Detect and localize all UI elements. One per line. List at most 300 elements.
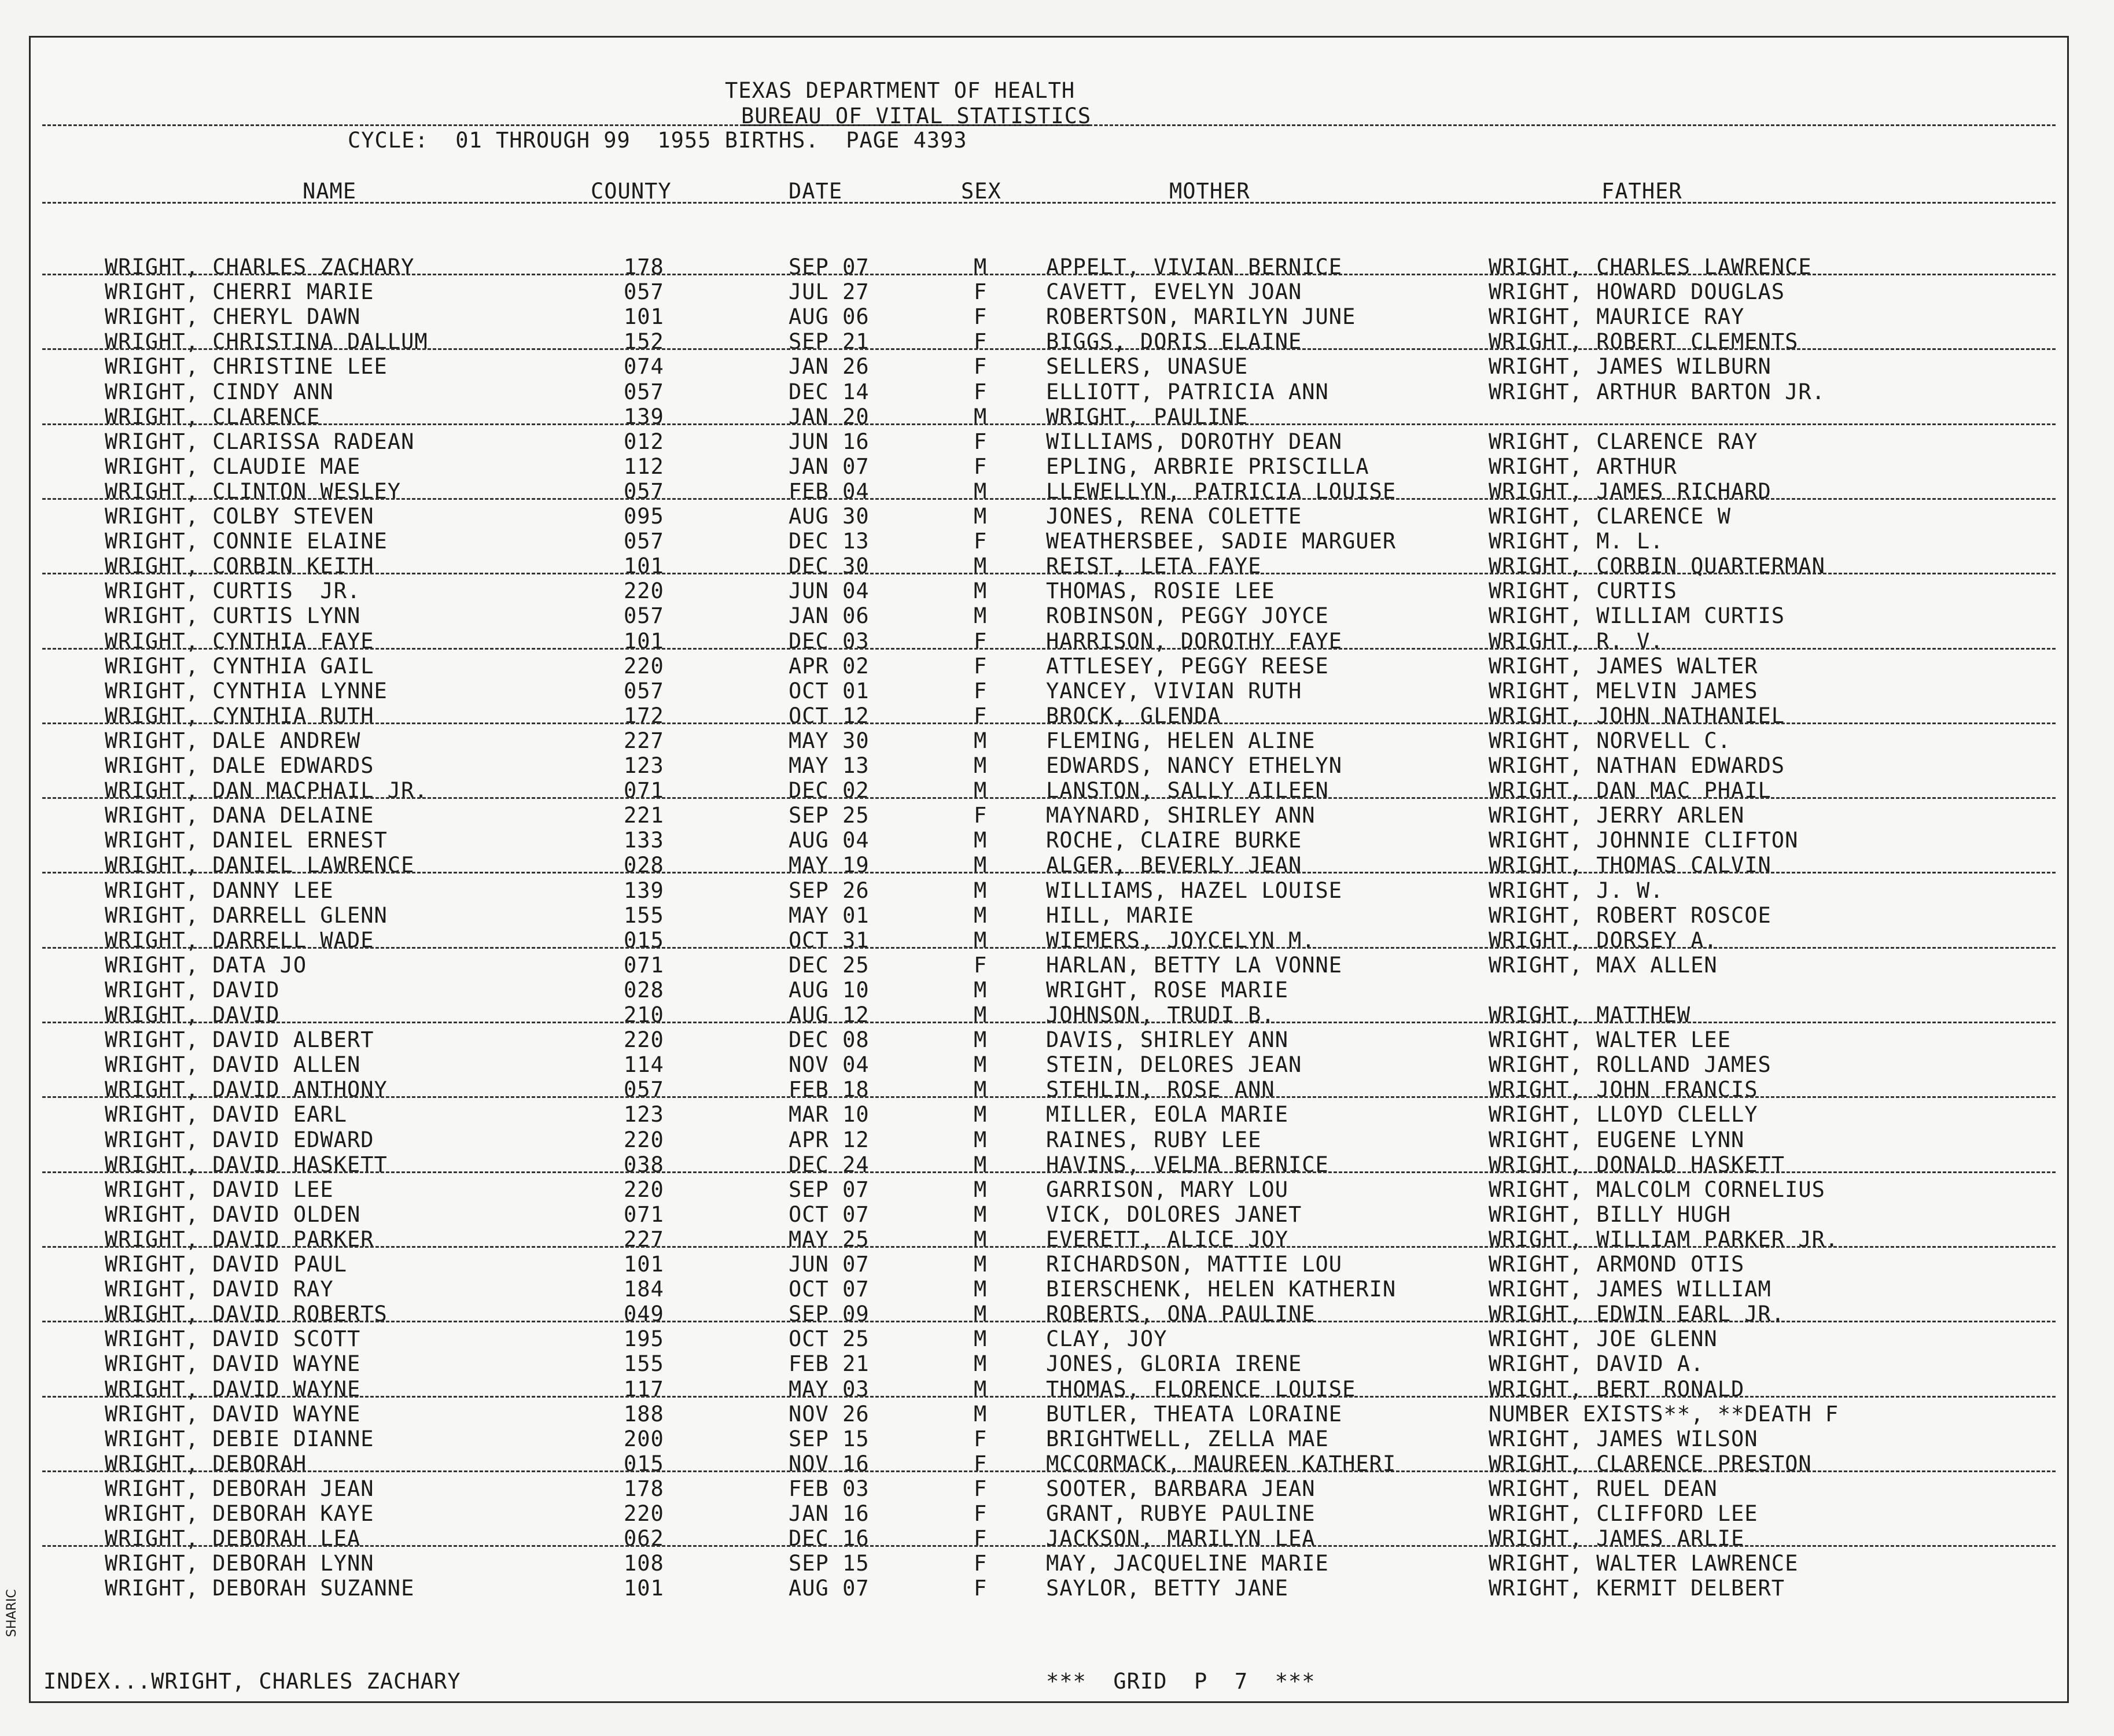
cell-sex: M bbox=[974, 1052, 988, 1078]
cell-date: JUN 16 bbox=[789, 429, 870, 454]
row-divider bbox=[42, 423, 2056, 425]
cell-sex: M bbox=[974, 1376, 988, 1402]
column-header-name: NAME bbox=[303, 179, 357, 204]
cell-name: WRIGHT, DAVID ALLEN bbox=[105, 1052, 361, 1078]
cell-county: 015 bbox=[624, 1451, 664, 1476]
cell-name: WRIGHT, DEBORAH LEA bbox=[105, 1526, 361, 1551]
cell-name: WRIGHT, CURTIS JR. bbox=[105, 578, 361, 604]
cell-father: NUMBER EXISTS**, **DEATH F bbox=[1489, 1401, 1839, 1427]
cell-mother: JACKSON, MARILYN LEA bbox=[1046, 1526, 1316, 1551]
cell-county: 057 bbox=[624, 379, 664, 404]
cell-county: 220 bbox=[624, 1177, 664, 1202]
cell-mother: BIGGS, DORIS ELAINE bbox=[1046, 329, 1302, 355]
cell-name: WRIGHT, CHERRI MARIE bbox=[105, 279, 374, 305]
cell-sex: M bbox=[974, 1102, 988, 1127]
cell-sex: M bbox=[974, 1226, 988, 1252]
cell-county: 188 bbox=[624, 1401, 664, 1427]
cell-date: DEC 08 bbox=[789, 1027, 870, 1053]
cell-county: 220 bbox=[624, 1501, 664, 1526]
cell-sex: M bbox=[974, 753, 988, 778]
cell-county: 038 bbox=[624, 1152, 664, 1177]
cell-date: SEP 07 bbox=[789, 255, 870, 279]
cell-father: WRIGHT, LLOYD CLELLY bbox=[1489, 1102, 1758, 1127]
cell-father: WRIGHT, BERT RONALD bbox=[1489, 1376, 1745, 1402]
row-divider bbox=[42, 274, 2056, 275]
cell-date: FEB 21 bbox=[789, 1351, 870, 1377]
cell-name: WRIGHT, DAVID ANTHONY bbox=[105, 1077, 388, 1103]
cell-name: WRIGHT, CYNTHIA LYNNE bbox=[105, 678, 388, 703]
cell-date: SEP 07 bbox=[789, 1177, 870, 1202]
cell-date: SEP 21 bbox=[789, 329, 870, 355]
cell-sex: M bbox=[974, 554, 988, 579]
cell-father: WRIGHT, CORBIN QUARTERMAN bbox=[1489, 554, 1825, 579]
cell-date: DEC 03 bbox=[789, 628, 870, 654]
cell-name: WRIGHT, DAVID EDWARD bbox=[105, 1127, 374, 1152]
cell-mother: SOOTER, BARBARA JEAN bbox=[1046, 1476, 1316, 1501]
cell-father: WRIGHT, ROLLAND JAMES bbox=[1489, 1052, 1772, 1078]
cell-sex: F bbox=[974, 653, 988, 679]
cell-county: 178 bbox=[624, 1476, 664, 1501]
cell-mother: STEIN, DELORES JEAN bbox=[1046, 1052, 1302, 1078]
cell-mother: DAVIS, SHIRLEY ANN bbox=[1046, 1027, 1288, 1053]
cell-sex: M bbox=[974, 1401, 988, 1427]
cell-date: SEP 26 bbox=[789, 878, 870, 903]
row-divider bbox=[42, 1096, 2056, 1098]
cell-name: WRIGHT, CLARISSA RADEAN bbox=[105, 429, 415, 454]
cell-county: 139 bbox=[624, 878, 664, 903]
cell-date: DEC 02 bbox=[789, 778, 870, 804]
cell-mother: YANCEY, VIVIAN RUTH bbox=[1046, 678, 1302, 703]
row-divider bbox=[42, 723, 2056, 724]
cell-sex: M bbox=[974, 1351, 988, 1377]
cell-name: WRIGHT, DANNY LEE bbox=[105, 878, 334, 903]
cell-county: 152 bbox=[624, 329, 664, 355]
cell-mother: CLAY, JOY bbox=[1046, 1326, 1168, 1352]
cell-date: NOV 16 bbox=[789, 1451, 870, 1476]
cell-county: 095 bbox=[624, 504, 664, 529]
cell-mother: VICK, DOLORES JANET bbox=[1046, 1201, 1302, 1227]
cell-date: MAY 30 bbox=[789, 728, 870, 753]
cell-county: 062 bbox=[624, 1526, 664, 1551]
cell-sex: M bbox=[974, 878, 988, 903]
cell-date: JUN 04 bbox=[789, 578, 870, 604]
cell-name: WRIGHT, DAVID LEE bbox=[105, 1177, 334, 1202]
header-subtitle: BUREAU OF VITAL STATISTICS bbox=[741, 104, 1092, 128]
cell-name: WRIGHT, DAVID bbox=[105, 1002, 280, 1027]
cell-date: JAN 20 bbox=[789, 404, 870, 429]
cell-father: WRIGHT, THOMAS CALVIN bbox=[1489, 853, 1772, 878]
cell-sex: M bbox=[974, 504, 988, 529]
cell-mother: BROCK, GLENDA bbox=[1046, 703, 1221, 728]
cell-sex: M bbox=[974, 1302, 988, 1327]
cell-mother: WRIGHT, PAULINE bbox=[1046, 404, 1248, 429]
cell-father: WRIGHT, JOHN NATHANIEL bbox=[1489, 703, 1785, 728]
row-divider bbox=[42, 1470, 2056, 1472]
cell-date: OCT 31 bbox=[789, 927, 870, 953]
cell-date: DEC 24 bbox=[789, 1152, 870, 1177]
cycle-line: CYCLE: 01 THROUGH 99 1955 BIRTHS. PAGE 4393 bbox=[348, 128, 967, 153]
cell-sex: F bbox=[974, 1451, 988, 1476]
cell-county: 057 bbox=[624, 1077, 664, 1103]
cell-mother: CAVETT, EVELYN JOAN bbox=[1046, 279, 1302, 305]
cell-county: 101 bbox=[624, 304, 664, 330]
cell-date: MAY 01 bbox=[789, 902, 870, 928]
cell-sex: M bbox=[974, 255, 988, 279]
cell-county: 028 bbox=[624, 853, 664, 878]
cell-name: WRIGHT, DANIEL LAWRENCE bbox=[105, 853, 415, 878]
cell-county: 028 bbox=[624, 977, 664, 1002]
cell-father: WRIGHT, DAN MAC PHAIL bbox=[1489, 778, 1772, 804]
cell-date: FEB 03 bbox=[789, 1476, 870, 1501]
cell-mother: EPLING, ARBRIE PRISCILLA bbox=[1046, 454, 1369, 479]
cell-sex: M bbox=[974, 1277, 988, 1302]
cell-name: WRIGHT, DARRELL WADE bbox=[105, 927, 374, 953]
cell-mother: STEHLIN, ROSE ANN bbox=[1046, 1077, 1275, 1103]
cell-date: AUG 04 bbox=[789, 828, 870, 853]
cell-name: WRIGHT, CLINTON WESLEY bbox=[105, 478, 402, 504]
cell-county: 057 bbox=[624, 529, 664, 554]
cell-mother: BRIGHTWELL, ZELLA MAE bbox=[1046, 1426, 1329, 1451]
cell-sex: F bbox=[974, 454, 988, 479]
cell-sex: M bbox=[974, 977, 988, 1002]
cell-sex: M bbox=[974, 603, 988, 629]
cell-name: WRIGHT, DEBORAH LYNN bbox=[105, 1551, 374, 1576]
cell-sex: F bbox=[974, 429, 988, 454]
cell-name: WRIGHT, CHRISTINE LEE bbox=[105, 354, 388, 379]
column-header-father: FATHER bbox=[1601, 179, 1682, 204]
cell-mother: RAINES, RUBY LEE bbox=[1046, 1127, 1262, 1152]
cell-name: WRIGHT, DALE ANDREW bbox=[105, 728, 361, 753]
row-divider bbox=[42, 648, 2056, 650]
cell-sex: F bbox=[974, 678, 988, 703]
cell-date: NOV 04 bbox=[789, 1052, 870, 1078]
cell-mother: GRANT, RUBYE PAULINE bbox=[1046, 1501, 1316, 1526]
cell-mother: MCCORMACK, MAUREEN KATHERI bbox=[1046, 1451, 1397, 1476]
cell-mother: THOMAS, ROSIE LEE bbox=[1046, 578, 1275, 604]
row-divider bbox=[42, 872, 2056, 873]
cell-county: 172 bbox=[624, 703, 664, 728]
cell-sex: M bbox=[974, 1252, 988, 1277]
cell-mother: ROBINSON, PEGGY JOYCE bbox=[1046, 603, 1329, 629]
cell-county: 057 bbox=[624, 678, 664, 703]
cell-father: WRIGHT, JAMES RICHARD bbox=[1489, 478, 1772, 504]
cell-father: WRIGHT, MALCOLM CORNELIUS bbox=[1489, 1177, 1825, 1202]
cell-father: WRIGHT, JAMES WILSON bbox=[1489, 1426, 1758, 1451]
cell-name: WRIGHT, CORBIN KEITH bbox=[105, 554, 374, 579]
cell-name: WRIGHT, DAVID HASKETT bbox=[105, 1152, 388, 1177]
cell-father: WRIGHT, MAURICE RAY bbox=[1489, 304, 1745, 330]
cell-date: AUG 10 bbox=[789, 977, 870, 1002]
cell-county: 123 bbox=[624, 753, 664, 778]
cell-father: WRIGHT, ARMOND OTIS bbox=[1489, 1252, 1745, 1277]
cell-father: WRIGHT, WALTER LEE bbox=[1489, 1027, 1731, 1053]
cell-father: WRIGHT, KERMIT DELBERT bbox=[1489, 1576, 1785, 1601]
cell-mother: JOHNSON, TRUDI B. bbox=[1046, 1002, 1275, 1027]
cell-sex: F bbox=[974, 379, 988, 404]
cell-name: WRIGHT, DAVID WAYNE bbox=[105, 1376, 361, 1402]
cell-father: WRIGHT, DAVID A. bbox=[1489, 1351, 1704, 1377]
cell-county: 114 bbox=[624, 1052, 664, 1078]
cell-mother: HILL, MARIE bbox=[1046, 902, 1195, 928]
cell-date: JUN 07 bbox=[789, 1252, 870, 1277]
cell-county: 101 bbox=[624, 554, 664, 579]
cell-date: APR 02 bbox=[789, 653, 870, 679]
document-page bbox=[29, 36, 2069, 1703]
cell-county: 221 bbox=[624, 803, 664, 828]
cell-mother: ATTLESEY, PEGGY REESE bbox=[1046, 653, 1329, 679]
cell-mother: SAYLOR, BETTY JANE bbox=[1046, 1576, 1288, 1601]
cell-sex: F bbox=[974, 1576, 988, 1601]
cell-county: 200 bbox=[624, 1426, 664, 1451]
cell-name: WRIGHT, CURTIS LYNN bbox=[105, 603, 361, 629]
row-divider bbox=[42, 1171, 2056, 1173]
cell-date: OCT 07 bbox=[789, 1201, 870, 1227]
cell-father: WRIGHT, MELVIN JAMES bbox=[1489, 678, 1758, 703]
cell-mother: ROBERTS, ONA PAULINE bbox=[1046, 1302, 1316, 1327]
cell-county: 220 bbox=[624, 1127, 664, 1152]
column-header-date: DATE bbox=[789, 179, 843, 204]
cell-mother: BIERSCHENK, HELEN KATHERIN bbox=[1046, 1277, 1397, 1302]
cell-father: WRIGHT, CLIFFORD LEE bbox=[1489, 1501, 1758, 1526]
cell-mother: ROBERTSON, MARILYN JUNE bbox=[1046, 304, 1356, 330]
cell-sex: M bbox=[974, 927, 988, 953]
cell-county: 049 bbox=[624, 1302, 664, 1327]
cell-name: WRIGHT, DAVID SCOTT bbox=[105, 1326, 361, 1352]
cell-county: 057 bbox=[624, 478, 664, 504]
cell-name: WRIGHT, DAVID OLDEN bbox=[105, 1201, 361, 1227]
cell-name: WRIGHT, DAVID WAYNE bbox=[105, 1401, 361, 1427]
cell-date: NOV 26 bbox=[789, 1401, 870, 1427]
cell-date: OCT 07 bbox=[789, 1277, 870, 1302]
cell-sex: M bbox=[974, 902, 988, 928]
cell-date: SEP 25 bbox=[789, 803, 870, 828]
cell-mother: RICHARDSON, MATTIE LOU bbox=[1046, 1252, 1343, 1277]
row-divider bbox=[42, 573, 2056, 574]
header-divider bbox=[42, 124, 2056, 126]
cell-sex: M bbox=[974, 828, 988, 853]
cell-father: WRIGHT, J. W. bbox=[1489, 878, 1664, 903]
cell-father: WRIGHT, WALTER LAWRENCE bbox=[1489, 1551, 1799, 1576]
column-divider bbox=[42, 202, 2056, 204]
cell-name: WRIGHT, DALE EDWARDS bbox=[105, 753, 374, 778]
cell-sex: F bbox=[974, 354, 988, 379]
cell-county: 117 bbox=[624, 1376, 664, 1402]
cell-county: 220 bbox=[624, 578, 664, 604]
cell-county: 220 bbox=[624, 1027, 664, 1053]
cell-mother: LLEWELLYN, PATRICIA LOUISE bbox=[1046, 478, 1397, 504]
cell-date: DEC 13 bbox=[789, 529, 870, 554]
row-divider bbox=[42, 1396, 2056, 1398]
cell-county: 227 bbox=[624, 1226, 664, 1252]
cell-date: SEP 15 bbox=[789, 1551, 870, 1576]
cell-sex: F bbox=[974, 628, 988, 654]
row-divider bbox=[42, 1321, 2056, 1322]
cell-county: 101 bbox=[624, 628, 664, 654]
cell-name: WRIGHT, DATA JO bbox=[105, 952, 307, 978]
cell-mother: WRIGHT, ROSE MARIE bbox=[1046, 977, 1288, 1002]
cell-name: WRIGHT, COLBY STEVEN bbox=[105, 504, 374, 529]
cell-mother: JONES, GLORIA IRENE bbox=[1046, 1351, 1302, 1377]
header-title: TEXAS DEPARTMENT OF HEALTH bbox=[725, 78, 1076, 103]
cell-date: MAY 19 bbox=[789, 853, 870, 878]
cell-name: WRIGHT, DEBORAH SUZANNE bbox=[105, 1576, 415, 1601]
row-divider bbox=[42, 498, 2056, 500]
cell-name: WRIGHT, CHARLES ZACHARY bbox=[105, 255, 415, 279]
cell-name: WRIGHT, DAN MACPHAIL JR. bbox=[105, 778, 428, 804]
cell-date: JAN 07 bbox=[789, 454, 870, 479]
column-header-county: COUNTY bbox=[591, 179, 672, 204]
cell-date: DEC 30 bbox=[789, 554, 870, 579]
cell-sex: F bbox=[974, 1551, 988, 1576]
cell-father: WRIGHT, EDWIN EARL JR. bbox=[1489, 1302, 1785, 1327]
cell-name: WRIGHT, DEBIE DIANNE bbox=[105, 1426, 374, 1451]
cell-name: WRIGHT, DAVID ROBERTS bbox=[105, 1302, 388, 1327]
cell-father: WRIGHT, WILLIAM CURTIS bbox=[1489, 603, 1785, 629]
cell-sex: F bbox=[974, 1476, 988, 1501]
cell-father: WRIGHT, MATTHEW bbox=[1489, 1002, 1691, 1027]
cell-date: FEB 04 bbox=[789, 478, 870, 504]
cell-sex: M bbox=[974, 1177, 988, 1202]
cell-father: WRIGHT, ROBERT ROSCOE bbox=[1489, 902, 1772, 928]
cell-name: WRIGHT, CYNTHIA FAYE bbox=[105, 628, 374, 654]
cell-mother: ALGER, BEVERLY JEAN bbox=[1046, 853, 1302, 878]
cell-name: WRIGHT, CINDY ANN bbox=[105, 379, 334, 404]
cell-father: WRIGHT, EUGENE LYNN bbox=[1489, 1127, 1745, 1152]
cell-date: OCT 25 bbox=[789, 1326, 870, 1352]
cell-county: 139 bbox=[624, 404, 664, 429]
cell-father: WRIGHT, JOE GLENN bbox=[1489, 1326, 1718, 1352]
cell-mother: WEATHERSBEE, SADIE MARGUER bbox=[1046, 529, 1397, 554]
cell-mother: BUTLER, THEATA LORAINE bbox=[1046, 1401, 1343, 1427]
cell-mother: THOMAS, FLORENCE LOUISE bbox=[1046, 1376, 1356, 1402]
cell-mother: MILLER, EOLA MARIE bbox=[1046, 1102, 1288, 1127]
cell-name: WRIGHT, CHERYL DAWN bbox=[105, 304, 361, 330]
cell-father: WRIGHT, RUEL DEAN bbox=[1489, 1476, 1718, 1501]
cell-county: 195 bbox=[624, 1326, 664, 1352]
cell-father: WRIGHT, CURTIS bbox=[1489, 578, 1677, 604]
cell-name: WRIGHT, CYNTHIA GAIL bbox=[105, 653, 374, 679]
cell-mother: WILLIAMS, HAZEL LOUISE bbox=[1046, 878, 1343, 903]
cell-sex: F bbox=[974, 1526, 988, 1551]
cell-name: WRIGHT, DAVID EARL bbox=[105, 1102, 347, 1127]
cell-county: 227 bbox=[624, 728, 664, 753]
cell-sex: F bbox=[974, 329, 988, 355]
cell-name: WRIGHT, DARRELL GLENN bbox=[105, 902, 388, 928]
column-header-sex: SEX bbox=[961, 179, 1001, 204]
cell-father: WRIGHT, MAX ALLEN bbox=[1489, 952, 1718, 978]
cell-date: OCT 01 bbox=[789, 678, 870, 703]
cell-mother: JONES, RENA COLETTE bbox=[1046, 504, 1302, 529]
cell-date: DEC 16 bbox=[789, 1526, 870, 1551]
cell-mother: EDWARDS, NANCY ETHELYN bbox=[1046, 753, 1343, 778]
cell-date: JUL 27 bbox=[789, 279, 870, 305]
cell-county: 112 bbox=[624, 454, 664, 479]
cell-sex: M bbox=[974, 778, 988, 804]
cell-county: 057 bbox=[624, 603, 664, 629]
cell-date: AUG 06 bbox=[789, 304, 870, 330]
cell-father: WRIGHT, JAMES WILLIAM bbox=[1489, 1277, 1772, 1302]
cell-sex: M bbox=[974, 1152, 988, 1177]
cell-date: APR 12 bbox=[789, 1127, 870, 1152]
row-divider bbox=[42, 947, 2056, 949]
cell-mother: FLEMING, HELEN ALINE bbox=[1046, 728, 1316, 753]
row-divider bbox=[42, 797, 2056, 799]
cell-name: WRIGHT, DAVID bbox=[105, 977, 280, 1002]
column-header-mother: MOTHER bbox=[1169, 179, 1250, 204]
cell-father: WRIGHT, HOWARD DOUGLAS bbox=[1489, 279, 1785, 305]
cell-county: 071 bbox=[624, 778, 664, 804]
cell-father: WRIGHT, JAMES WALTER bbox=[1489, 653, 1758, 679]
cell-county: 133 bbox=[624, 828, 664, 853]
cell-sex: M bbox=[974, 478, 988, 504]
cell-county: 101 bbox=[624, 1576, 664, 1601]
cell-father: WRIGHT, ARTHUR BARTON JR. bbox=[1489, 379, 1825, 404]
cell-county: 101 bbox=[624, 1252, 664, 1277]
cell-county: 074 bbox=[624, 354, 664, 379]
cell-name: WRIGHT, DEBORAH KAYE bbox=[105, 1501, 374, 1526]
cell-date: JAN 06 bbox=[789, 603, 870, 629]
row-divider bbox=[42, 348, 2056, 350]
cell-county: 155 bbox=[624, 902, 664, 928]
cell-mother: HAVINS, VELMA BERNICE bbox=[1046, 1152, 1329, 1177]
cell-mother: GARRISON, MARY LOU bbox=[1046, 1177, 1288, 1202]
cell-mother: ROCHE, CLAIRE BURKE bbox=[1046, 828, 1302, 853]
cell-name: WRIGHT, DAVID PARKER bbox=[105, 1226, 374, 1252]
cell-date: DEC 25 bbox=[789, 952, 870, 978]
cell-father: WRIGHT, DONALD HASKETT bbox=[1489, 1152, 1785, 1177]
cell-date: JAN 26 bbox=[789, 354, 870, 379]
cell-sex: M bbox=[974, 728, 988, 753]
cell-name: WRIGHT, CLARENCE bbox=[105, 404, 321, 429]
cell-mother: REIST, LETA FAYE bbox=[1046, 554, 1262, 579]
cell-father: WRIGHT, DORSEY A. bbox=[1489, 927, 1718, 953]
cell-county: 071 bbox=[624, 1201, 664, 1227]
cell-county: 155 bbox=[624, 1351, 664, 1377]
cell-date: AUG 12 bbox=[789, 1002, 870, 1027]
cell-sex: F bbox=[974, 803, 988, 828]
cell-date: MAY 13 bbox=[789, 753, 870, 778]
cell-sex: M bbox=[974, 404, 988, 429]
cell-date: AUG 07 bbox=[789, 1576, 870, 1601]
cell-date: SEP 15 bbox=[789, 1426, 870, 1451]
cell-name: WRIGHT, DEBORAH JEAN bbox=[105, 1476, 374, 1501]
cell-date: MAY 25 bbox=[789, 1226, 870, 1252]
cell-county: 178 bbox=[624, 255, 664, 279]
cell-sex: F bbox=[974, 279, 988, 305]
cell-sex: M bbox=[974, 1201, 988, 1227]
cell-father: WRIGHT, CHARLES LAWRENCE bbox=[1489, 255, 1812, 279]
cell-sex: F bbox=[974, 703, 988, 728]
cell-father: WRIGHT, JAMES WILBURN bbox=[1489, 354, 1772, 379]
cell-name: WRIGHT, DAVID RAY bbox=[105, 1277, 334, 1302]
cell-date: JAN 16 bbox=[789, 1501, 870, 1526]
cell-mother: ELLIOTT, PATRICIA ANN bbox=[1046, 379, 1329, 404]
cell-sex: F bbox=[974, 529, 988, 554]
row-divider bbox=[42, 1246, 2056, 1248]
cell-father: WRIGHT, M. L. bbox=[1489, 529, 1664, 554]
cell-mother: MAY, JACQUELINE MARIE bbox=[1046, 1551, 1329, 1576]
cell-sex: M bbox=[974, 578, 988, 604]
cell-mother: APPELT, VIVIAN BERNICE bbox=[1046, 255, 1343, 279]
cell-father: WRIGHT, NATHAN EDWARDS bbox=[1489, 753, 1785, 778]
cell-county: 184 bbox=[624, 1277, 664, 1302]
cell-name: WRIGHT, CYNTHIA RUTH bbox=[105, 703, 374, 728]
cell-date: MAR 10 bbox=[789, 1102, 870, 1127]
cell-sex: M bbox=[974, 1002, 988, 1027]
grid-footer: *** GRID P 7 *** bbox=[1046, 1669, 1316, 1694]
cell-name: WRIGHT, DANIEL ERNEST bbox=[105, 828, 388, 853]
cell-father: WRIGHT, R. V. bbox=[1489, 628, 1664, 654]
